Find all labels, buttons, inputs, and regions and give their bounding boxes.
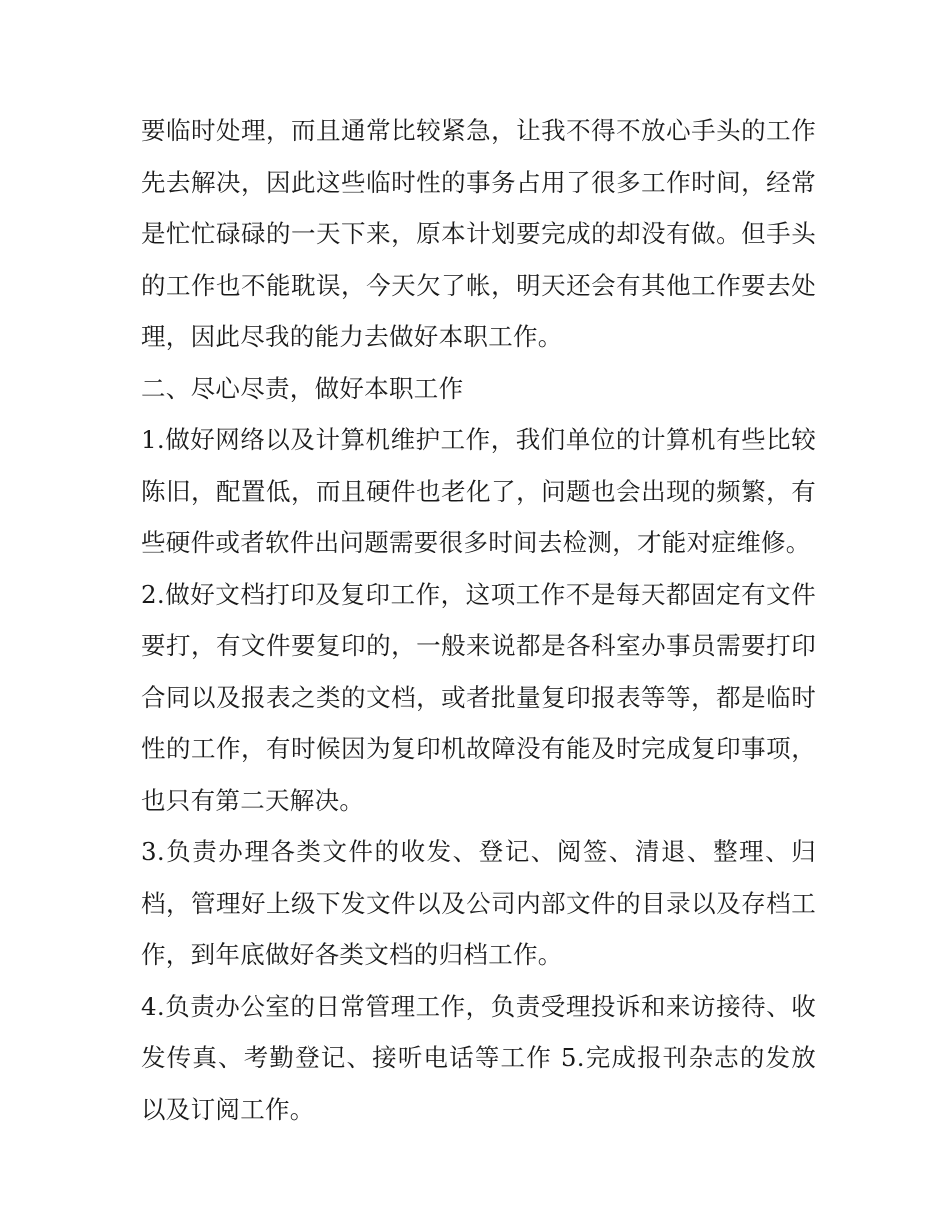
section-heading: 二、尽心尽责，做好本职工作 bbox=[141, 373, 464, 403]
list-item-1: 1.做好网络以及计算机维护工作，我们单位的计算机有些比较陈旧，配置低，而且硬件也老化了，问题也会出现的频繁，有些硬件或者软件出问题需要很多时间去检测，才能对症维修。 bbox=[141, 425, 816, 557]
list-item-3: 3.负责办理各类文件的收发、登记、阅签、清退、整理、归档，管理好上级下发文件以及公司内部文件的目录以及存档工作，到年底做好各类文档的归档工作。 bbox=[141, 837, 816, 969]
document-body bbox=[141, 105, 816, 1135]
list-item-4: 4.负责办公室的日常管理工作，负责受理投诉和来访接待、收发传真、考勤登记、接听电话等工作 5.完成报刊杂志的发放以及订阅工作。 bbox=[141, 991, 816, 1124]
paragraph-continuation: 要临时处理，而且通常比较紧急，让我不得不放心手头的工作先去解决，因此这些临时性的事务占用了很多工作时间，经常是忙忙碌碌的一天下来，原本计划要完成的却没有做。但手头的工作也不能耽误，今天欠了帐，明天还会有其他工作要去处理，因此尽我的能力去做好本职工作。 bbox=[141, 116, 816, 351]
list-item-2: 2.做好文档打印及复印工作，这项工作不是每天都固定有文件要打，有文件要复印的，一般来说都是各科室办事员需要打印合同以及报表之类的文档，或者批量复印报表等等，都是临时性的工作，有时候因为复印机故障没有能及时完成复印事项，也只有第二天解决。 bbox=[141, 579, 816, 815]
